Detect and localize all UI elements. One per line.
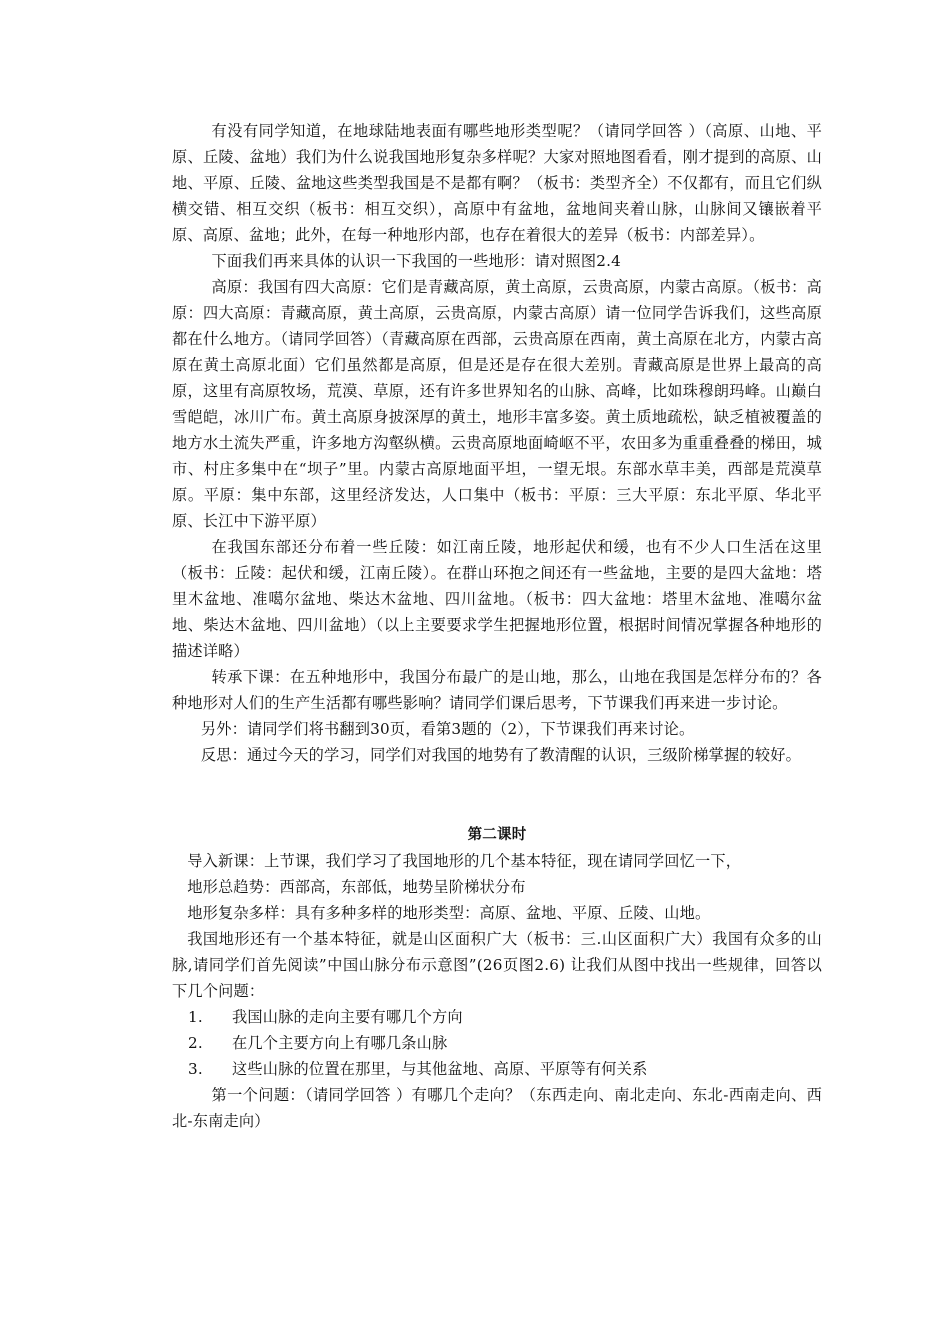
- list-number: 1.: [188, 1008, 203, 1026]
- paragraph-hills-basins: 在我国东部还分布着一些丘陵：如江南丘陵，地形起伏和缓，也有不少人口生活在这里（板书：丘陵：起伏和缓，江南丘陵）。在群山环抱之间还有一些盆地，主要的是四大盆地：塔里木盆地、准噶尔盆地、柴达木盆地、四川盆地。（板书：四大盆地：塔里木盆地、准噶尔盆地、柴达木盆地、四川盆地）（以上主要要求学生把握地形位置，根据时间情况掌握各种地形的描述详略）: [172, 538, 822, 660]
- paragraph-plateaus: 高原：我国有四大高原：它们是青藏高原，黄土高原，云贵高原，内蒙古高原。（板书：高原：四大高原：青藏高原，黄土高原，云贵高原，内蒙古高原）请一位同学告诉我们，这些高原都在什么地方。（请同学回答）（青藏高原在西部，云贵高原在西南，黄土高原在北方，内蒙古高原在黄土高原北面）它们虽然都是高原，但是还是存在很大差别。青藏高原是世界上最高的高原，这里有高原牧场，荒漠、草原，还有许多世界知名的山脉、高峰，比如珠穆朗玛峰。山巅白雪皑皑，冰川广布。黄土高原身披深厚的黄土，地形丰富多姿。黄土质地疏松，缺乏植被覆盖的地方水土流失严重，许多地方沟壑纵横。云贵高原地面崎岖不平，农田多为重重叠叠的梯田，城市、村庄多集中在“坝子”里。内蒙古高原地面平坦，一望无垠。东部水草丰美，西部是荒漠草原。平原：集中东部，这里经济发达，人口集中（板书：平原：三大平原：东北平原、华北平原、长江中下游平原）: [172, 278, 822, 530]
- list-text: 这些山脉的位置在那里，与其他盆地、高原、平原等有何关系: [232, 1060, 648, 1078]
- paragraph-overall-trend: 地形总趋势：西部高，东部低，地势呈阶梯状分布: [187, 878, 526, 896]
- paragraph-transition: 转承下课：在五种地形中，我国分布最广的是山地，那么，山地在我国是怎样分布的？各种地形对人们的生产生活都有哪些影响？请同学们课后思考，下节课我们再来进一步讨论。: [172, 668, 822, 712]
- paragraph-complex-diverse: 地形复杂多样：具有多种多样的地形类型：高原、盆地、平原、丘陵、山地。: [187, 904, 711, 922]
- document-page: [172, 118, 822, 1134]
- section-gap: [172, 768, 822, 822]
- paragraph-first-question: 第一个问题：（请同学回答 ）有哪几个走向？（东西走向、南北走向、东北-西南走向、西北-东南走向）: [172, 1086, 822, 1130]
- paragraph-reflection: 反思：通过今天的学习，同学们对我国的地势有了教清醒的认识，三级阶梯掌握的较好。: [200, 746, 801, 764]
- list-text: 我国山脉的走向主要有哪几个方向: [232, 1008, 463, 1026]
- paragraph-homework: 另外：请同学们将书翻到30页，看第3题的（2），下节课我们再来讨论。: [200, 720, 695, 738]
- list-number: 2.: [188, 1034, 203, 1052]
- paragraph-intro-figure: 下面我们再来具体的认识一下我国的一些地形：请对照图2.4: [211, 252, 621, 270]
- list-number: 3.: [188, 1060, 203, 1078]
- list-text: 在几个主要方向上有哪几条山脉: [232, 1034, 448, 1052]
- paragraph-new-lesson-intro: 导入新课：上节课，我们学习了我国地形的几个基本特征，现在请同学回忆一下，: [187, 852, 742, 870]
- paragraph-mountain-area: 我国地形还有一个基本特征，就是山区面积广大（板书：三.山区面积广大）我国有众多的山脉,请同学们首先阅读”中国山脉分布示意图”(26页图2.6) 让我们从图中找出一些规律，回答以下几个问题：: [172, 930, 822, 1000]
- list-item: [172, 1056, 822, 1082]
- list-item: [172, 1030, 822, 1056]
- paragraph-landform-types: 有没有同学知道，在地球陆地表面有哪些地形类型呢？（请同学回答 ）（高原、山地、平原、丘陵、盆地）我们为什么说我国地形复杂多样呢？大家对照地图看看，刚才提到的高原、山地、平原、丘陵、盆地这些类型我国是不是都有啊？（板书：类型齐全）不仅都有，而且它们纵横交错、相互交织（板书：相互交织），高原中有盆地，盆地间夹着山脉，山脉间又镶嵌着平原、高原、盆地；此外，在每一种地形内部，也存在着很大的差异（板书：内部差异）。: [172, 122, 822, 244]
- section-title: 第二课时: [467, 827, 527, 843]
- list-item: [172, 1004, 822, 1030]
